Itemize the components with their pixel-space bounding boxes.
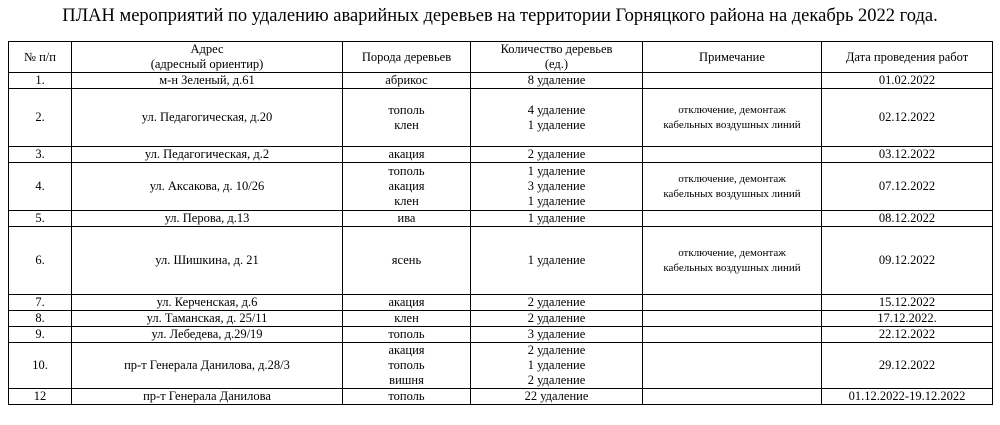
cell-note (643, 163, 822, 211)
cell-species (343, 343, 471, 389)
cell-species (343, 227, 471, 295)
table-row (9, 343, 993, 389)
count-line: 3 удаление (527, 327, 586, 341)
species-line: тополь (388, 389, 425, 403)
col-header-address-line2: (адресный ориентир) (150, 57, 264, 71)
count-line: 1 удаление (527, 358, 586, 372)
table-row (9, 327, 993, 343)
species-line: клен (394, 311, 419, 325)
count-line: 2 удаление (527, 373, 586, 387)
cell-date: 01.12.2022-19.12.2022 (822, 389, 993, 405)
cell-address: м-н Зеленый, д.61 (72, 73, 343, 89)
table-body (9, 73, 993, 405)
cell-species (343, 163, 471, 211)
table-row (9, 311, 993, 327)
cell-date: 22.12.2022 (822, 327, 993, 343)
cell-num: 8. (9, 311, 72, 327)
cell-species (343, 327, 471, 343)
count-line: 2 удаление (527, 147, 586, 161)
count-line: 1 удаление (527, 211, 586, 225)
cell-count (471, 327, 643, 343)
species-line: клен (394, 194, 419, 208)
col-header-count-line1: Количество деревьев (500, 42, 613, 56)
count-line: 1 удаление (527, 253, 586, 267)
count-line: 3 удаление (527, 179, 586, 193)
cell-species (343, 89, 471, 147)
species-line: тополь (388, 164, 425, 178)
col-header-note: Примечание (643, 42, 822, 73)
cell-date: 01.02.2022 (822, 73, 993, 89)
cell-species (343, 389, 471, 405)
cell-address: пр-т Генерала Данилова, д.28/3 (72, 343, 343, 389)
species-line: тополь (388, 327, 425, 341)
species-line: акация (388, 343, 425, 357)
note-line: кабельных воздушных линий (663, 261, 801, 274)
note-line: кабельных воздушных линий (663, 187, 801, 200)
cell-note (643, 389, 822, 405)
cell-count (471, 295, 643, 311)
species-line: акация (388, 295, 425, 309)
cell-address: ул. Лебедева, д.29/19 (72, 327, 343, 343)
cell-count (471, 227, 643, 295)
cell-address: ул. Шишкина, д. 21 (72, 227, 343, 295)
cell-date: 09.12.2022 (822, 227, 993, 295)
species-line: ива (397, 211, 416, 225)
species-line: ясень (391, 253, 422, 267)
cell-count (471, 73, 643, 89)
cell-num: 2. (9, 89, 72, 147)
cell-note (643, 295, 822, 311)
cell-note (643, 311, 822, 327)
cell-note (643, 227, 822, 295)
count-line: 1 удаление (527, 164, 586, 178)
cell-date: 29.12.2022 (822, 343, 993, 389)
cell-address: ул. Перова, д.13 (72, 211, 343, 227)
cell-num: 4. (9, 163, 72, 211)
species-line: вишня (389, 373, 424, 387)
count-line: 22 удаление (524, 389, 589, 403)
species-line: абрикос (385, 73, 428, 87)
cell-address: ул. Таманская, д. 25/11 (72, 311, 343, 327)
cell-num: 10. (9, 343, 72, 389)
count-line: 2 удаление (527, 295, 586, 309)
cell-count (471, 389, 643, 405)
cell-num: 6. (9, 227, 72, 295)
table-row (9, 163, 993, 211)
header-row (9, 42, 993, 73)
table-row (9, 389, 993, 405)
cell-date: 08.12.2022 (822, 211, 993, 227)
cell-note (643, 89, 822, 147)
cell-date: 07.12.2022 (822, 163, 993, 211)
cell-count (471, 89, 643, 147)
document-title: ПЛАН мероприятий по удалению аварийных деревьев на территории Горняцкого района на декабрь 2022 года. (62, 6, 938, 26)
cell-count (471, 343, 643, 389)
note-line: отключение, демонтаж (678, 246, 786, 259)
table-row (9, 295, 993, 311)
cell-address: ул. Педагогическая, д.20 (72, 89, 343, 147)
species-line: акация (388, 179, 425, 193)
table-row (9, 89, 993, 147)
note-line: отключение, демонтаж (678, 103, 786, 116)
cell-date: 17.12.2022. (822, 311, 993, 327)
cell-note (643, 73, 822, 89)
cell-date: 15.12.2022 (822, 295, 993, 311)
cell-num: 3. (9, 147, 72, 163)
col-header-species: Порода деревьев (343, 42, 471, 73)
cell-address: ул. Аксакова, д. 10/26 (72, 163, 343, 211)
cell-num: 7. (9, 295, 72, 311)
col-header-address (72, 42, 343, 73)
col-header-num: № п/п (9, 42, 72, 73)
cell-species (343, 211, 471, 227)
cell-note (643, 147, 822, 163)
species-line: тополь (388, 358, 425, 372)
cell-num: 9. (9, 327, 72, 343)
count-line: 4 удаление (527, 102, 586, 117)
count-line: 1 удаление (527, 117, 586, 132)
species-line: клен (394, 117, 419, 132)
cell-num: 1. (9, 73, 72, 89)
cell-address: пр-т Генерала Данилова (72, 389, 343, 405)
cell-date: 03.12.2022 (822, 147, 993, 163)
col-header-count (471, 42, 643, 73)
cell-species (343, 73, 471, 89)
cell-num: 12 (9, 389, 72, 405)
cell-note (643, 211, 822, 227)
count-line: 1 удаление (527, 194, 586, 208)
cell-address: ул. Педагогическая, д.2 (72, 147, 343, 163)
count-line: 2 удаление (527, 343, 586, 357)
table-row (9, 147, 993, 163)
cell-address: ул. Керченская, д.6 (72, 295, 343, 311)
cell-species (343, 147, 471, 163)
species-line: акация (388, 147, 425, 161)
removal-plan-table (8, 41, 993, 405)
cell-species (343, 311, 471, 327)
cell-count (471, 211, 643, 227)
count-line: 2 удаление (527, 311, 586, 325)
cell-count (471, 311, 643, 327)
count-line: 8 удаление (527, 73, 586, 87)
cell-date: 02.12.2022 (822, 89, 993, 147)
table-row (9, 211, 993, 227)
cell-species (343, 295, 471, 311)
table-row (9, 73, 993, 89)
note-line: отключение, демонтаж (678, 172, 786, 185)
cell-count (471, 163, 643, 211)
cell-note (643, 343, 822, 389)
species-line: тополь (388, 102, 425, 117)
col-header-date: Дата проведения работ (822, 42, 993, 73)
cell-count (471, 147, 643, 163)
col-header-address-line1: Адрес (190, 42, 224, 56)
cell-note (643, 327, 822, 343)
note-line: кабельных воздушных линий (663, 118, 801, 131)
cell-num: 5. (9, 211, 72, 227)
table-row (9, 227, 993, 295)
col-header-count-line2: (ед.) (544, 57, 569, 71)
